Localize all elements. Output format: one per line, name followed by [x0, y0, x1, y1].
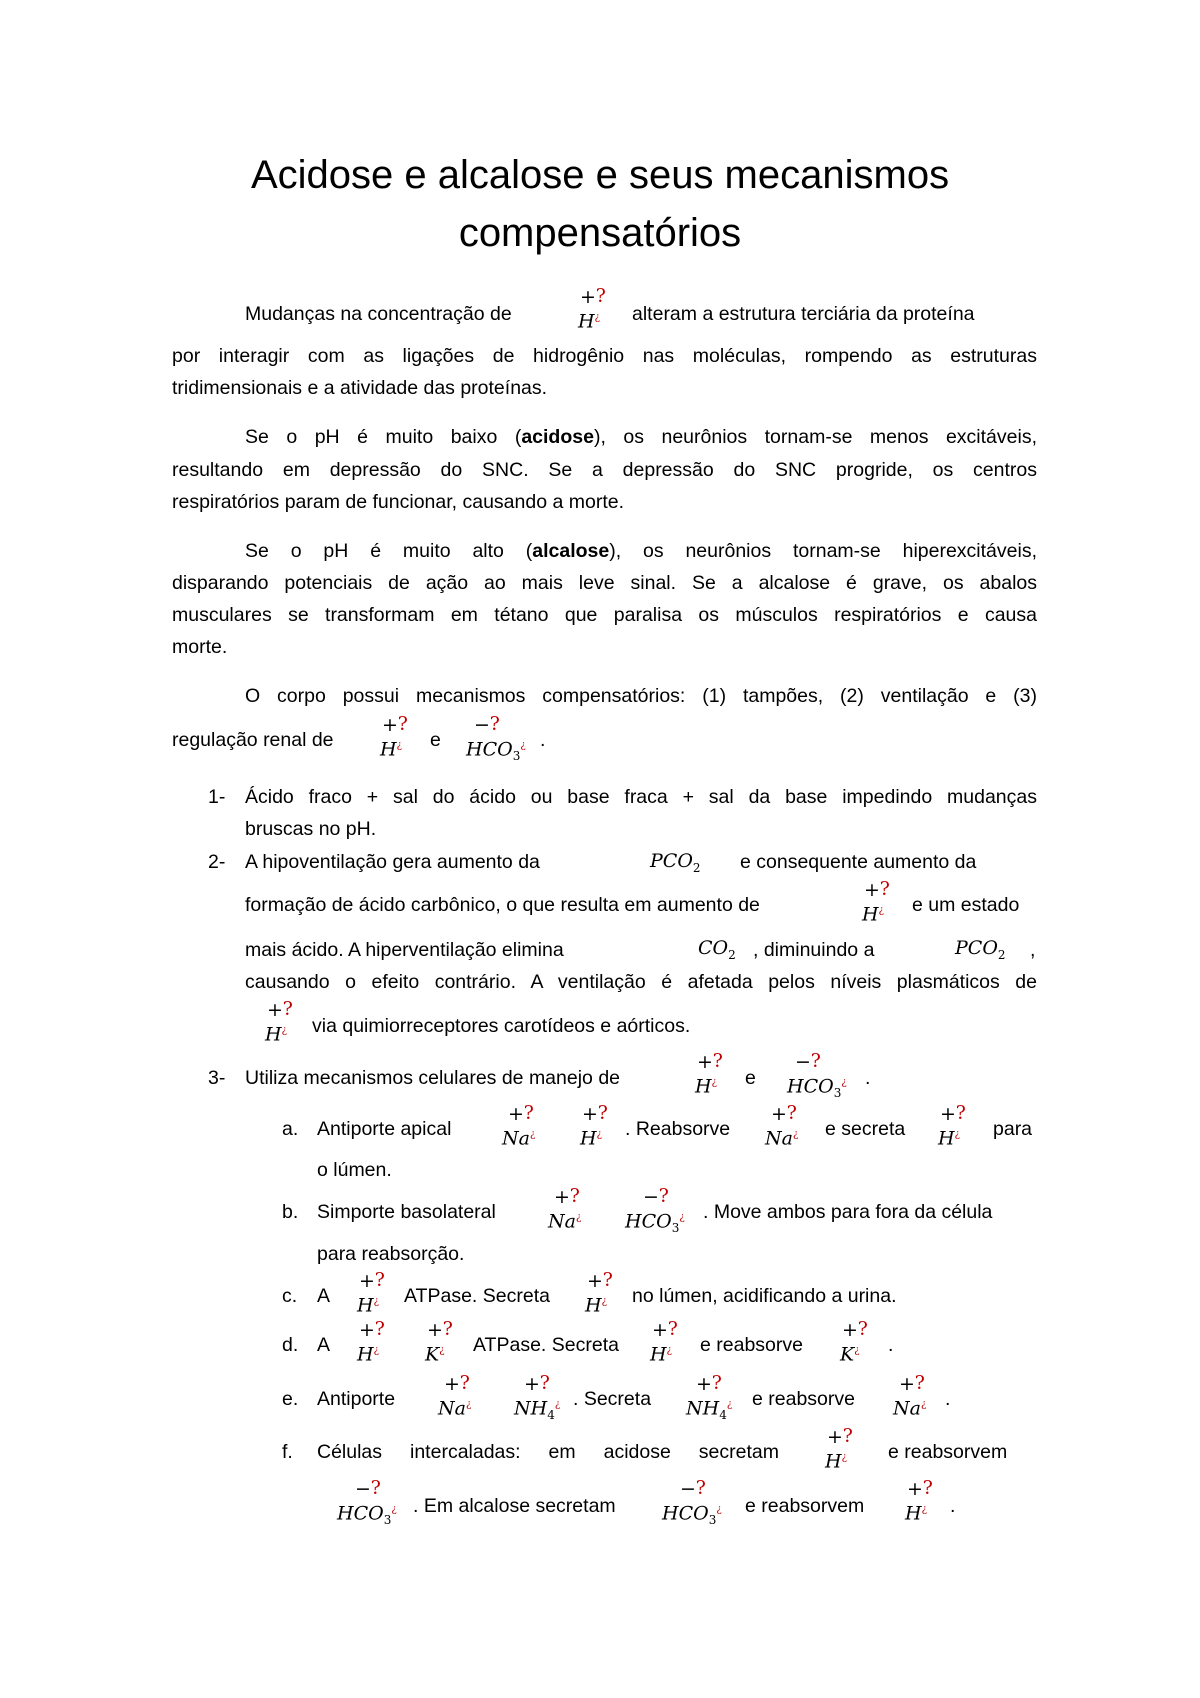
bicarbonate-formula: −¿ $HCO_3^¿$ — [787, 1051, 847, 1101]
list-item-2-line-4: causando o efeito contrário. A ventilação é afetada pelos níveis plasmáticos de — [245, 971, 1037, 993]
p4-line-2c: . — [540, 729, 546, 751]
bicarbonate-formula: −¿ $HCO_3^¿$ — [337, 1478, 397, 1528]
sub-f-text-5: . — [950, 1495, 956, 1517]
sub-f-text-2: e reabsorvem — [888, 1441, 1008, 1463]
bicarbonate-formula: −¿ $HCO_3^¿$ — [625, 1186, 685, 1236]
h-ion-formula: +¿ H¿ — [380, 714, 409, 761]
p3-line-3: musculares se transformam em tétano que paralisa os músculos respiratórios e causa — [172, 604, 1037, 626]
sub-a-text-4: para — [993, 1118, 1033, 1140]
h-ion-formula: +¿ H¿ — [265, 999, 294, 1046]
list-item-2-line-1b: e consequente aumento da — [740, 851, 977, 873]
p1-line-2: por interagir com as ligações de hidrogênio nas moléculas, rompendo as estruturas — [172, 345, 1037, 367]
sub-a-text-3: e secreta — [825, 1118, 906, 1140]
sub-a-text-2: . Reabsorve — [625, 1118, 731, 1140]
sodium-ion-formula: +¿ Na¿ — [893, 1373, 927, 1420]
p1-text-a: Mudanças na concentração de — [245, 303, 512, 325]
sub-c-text-3: no lúmen, acidificando a urina. — [632, 1285, 897, 1307]
sublist-label-b: b. — [282, 1201, 299, 1223]
h-ion-formula: +¿ H¿ — [905, 1478, 934, 1525]
p4-line-2b: e — [430, 729, 441, 751]
sub-e-text-4: . — [945, 1388, 951, 1410]
sub-c-text-2: ATPase. Secreta — [404, 1285, 550, 1307]
h-ion-formula: +¿ H¿ — [578, 286, 607, 333]
h-ion-formula: +¿ H¿ — [585, 1270, 614, 1317]
sub-a-text-5: o lúmen. — [317, 1159, 392, 1181]
list-item-2-line-2b: e um estado — [912, 894, 1020, 916]
sub-b-text-3: para reabsorção. — [317, 1243, 465, 1265]
p2-line-3: respiratórios param de funcionar, causando a morte. — [172, 491, 624, 513]
p4-line-1: O corpo possui mecanismos compensatórios: (1) tampões, (2) ventilação e (3) — [245, 685, 1037, 707]
sublist-label-d: d. — [282, 1334, 299, 1356]
list-item-3-text-b: e — [745, 1067, 756, 1089]
list-number-3: 3- — [208, 1067, 226, 1089]
sodium-ion-formula: +¿ Na¿ — [548, 1186, 582, 1233]
h-ion-formula: +¿ H¿ — [938, 1103, 967, 1150]
p1-text-b: alteram a estrutura terciária da proteína — [632, 303, 975, 325]
list-item-2-line-3a: mais ácido. A hiperventilação elimina — [245, 939, 564, 961]
h-ion-formula: +¿ H¿ — [357, 1319, 386, 1366]
list-item-2-line-1a: A hipoventilação gera aumento da — [245, 851, 540, 873]
potassium-ion-formula: +¿ K¿ — [425, 1319, 454, 1366]
h-ion-formula: +¿ H¿ — [580, 1103, 609, 1150]
sub-e-text-3: e reabsorve — [752, 1388, 855, 1410]
ammonium-ion-formula: +¿ $NH_4^¿$ — [686, 1373, 733, 1423]
sodium-ion-formula: +¿ Na¿ — [438, 1373, 472, 1420]
co2-formula: $CO_2$ — [698, 937, 736, 962]
sub-d-text-1: A — [317, 1334, 331, 1356]
sub-e-text-1: Antiporte — [317, 1388, 396, 1410]
list-item-3-text-a: Utiliza mecanismos celulares de manejo de — [245, 1067, 621, 1089]
list-item-1-line-2: bruscas no pH. — [245, 818, 377, 840]
sub-d-text-3: e reabsorve — [700, 1334, 803, 1356]
p3-line-4: morte. — [172, 636, 228, 658]
ammonium-ion-formula: +¿ $NH_4^¿$ — [514, 1373, 561, 1423]
list-item-1-line-1: Ácido fraco + sal do ácido ou base fraca + sal da base impedindo mudanças — [245, 786, 1037, 808]
sublist-label-c: c. — [282, 1285, 298, 1307]
sodium-ion-formula: +¿ Na¿ — [765, 1103, 799, 1150]
h-ion-formula: +¿ H¿ — [650, 1319, 679, 1366]
sub-a-text-1: Antiporte apical — [317, 1118, 452, 1140]
sub-e-text-2: . Secreta — [573, 1388, 652, 1410]
list-item-2-line-5: via quimiorreceptores carotídeos e aórticos. — [312, 1015, 691, 1037]
document-title-line-1: Acidose e alcalose e seus mecanismos — [250, 153, 950, 197]
p1-line-3: tridimensionais e a atividade das proteínas. — [172, 377, 548, 399]
sublist-label-a: a. — [282, 1118, 299, 1140]
bicarbonate-formula: −¿ $HCO_3^¿$ — [466, 714, 526, 764]
list-item-2-line-3b: , diminuindo a — [753, 939, 875, 961]
sub-d-text-4: . — [888, 1334, 894, 1356]
sub-b-text-1: Simporte basolateral — [317, 1201, 496, 1223]
document-title-line-2: compensatórios — [458, 211, 742, 255]
sub-f-text-3: . Em alcalose secretam — [413, 1495, 616, 1517]
list-item-2-line-2a: formação de ácido carbônico, o que resulta em aumento de — [245, 894, 760, 916]
p2-line-2: resultando em depressão do SNC. Se a depressão do SNC progride, os centros — [172, 459, 1037, 481]
p3-line-2: disparando potenciais de ação ao mais leve sinal. Se a alcalose é grave, os abalos — [172, 572, 1037, 594]
bicarbonate-formula: −¿ $HCO_3^¿$ — [662, 1478, 722, 1528]
sublist-label-f: f. — [282, 1441, 293, 1463]
h-ion-formula: +¿ H¿ — [825, 1426, 854, 1473]
sublist-label-e: e. — [282, 1388, 299, 1410]
list-item-3-text-c: . — [865, 1067, 871, 1089]
sub-f-text-4: e reabsorvem — [745, 1495, 865, 1517]
p4-line-2a: regulação renal de — [172, 729, 334, 751]
h-ion-formula: +¿ H¿ — [357, 1270, 386, 1317]
list-number-1: 1- — [208, 786, 226, 808]
sub-c-text-1: A — [317, 1285, 331, 1307]
sub-f-text-1: Células intercaladas: em acidose secretam — [317, 1441, 779, 1463]
h-ion-formula: +¿ H¿ — [695, 1051, 724, 1098]
pco2-formula: $PCO_2$ — [650, 850, 701, 875]
potassium-ion-formula: +¿ K¿ — [840, 1319, 869, 1366]
list-item-2-line-3c: , — [1030, 939, 1036, 961]
p2-line-1: Se o pH é muito baixo (acidose), os neurônios tornam-se menos excitáveis, — [245, 426, 1037, 448]
sub-b-text-2: . Move ambos para fora da célula — [703, 1201, 993, 1223]
sub-d-text-2: ATPase. Secreta — [473, 1334, 619, 1356]
sodium-ion-formula: +¿ Na¿ — [502, 1103, 536, 1150]
pco2-formula: $PCO_2$ — [955, 937, 1006, 962]
h-ion-formula: +¿ H¿ — [862, 879, 891, 926]
p3-line-1: Se o pH é muito alto (alcalose), os neurônios tornam-se hiperexcitáveis, — [245, 540, 1038, 562]
list-number-2: 2- — [208, 851, 226, 873]
